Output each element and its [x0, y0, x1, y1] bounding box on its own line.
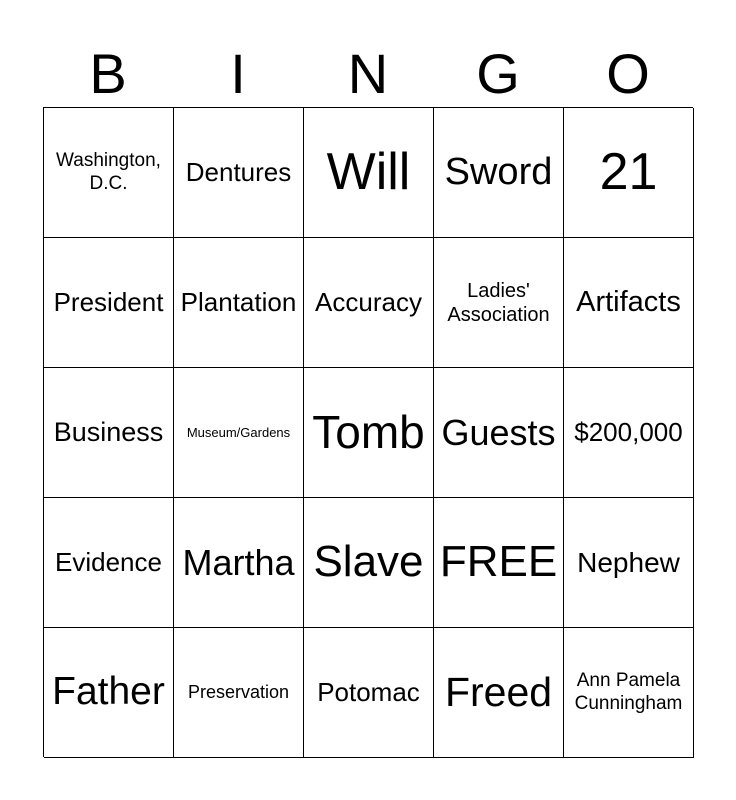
cell-text: Preservation [187, 681, 290, 702]
bingo-cell[interactable] [174, 628, 304, 758]
bingo-cell[interactable] [174, 238, 304, 368]
cell-text: Washington, D.C. [56, 149, 161, 194]
bingo-cell[interactable] [564, 238, 694, 368]
bingo-cell[interactable] [434, 108, 564, 238]
cell-text: $200,000 [574, 416, 683, 447]
cell-text: Martha [182, 541, 295, 583]
bingo-cell[interactable] [564, 628, 694, 758]
cell-text: Ann Pamela Cunningham [574, 669, 683, 714]
bingo-cell[interactable] [304, 108, 434, 238]
bingo-cell[interactable] [44, 628, 174, 758]
cell-text: Will [326, 143, 411, 202]
bingo-cell[interactable] [304, 238, 434, 368]
bingo-cell[interactable] [434, 238, 564, 368]
bingo-cell[interactable] [564, 108, 694, 238]
cell-text: Museum/Gardens [186, 424, 291, 440]
cell-text: Artifacts [576, 286, 681, 319]
cell-text: Freed [444, 668, 553, 715]
bingo-cell[interactable] [434, 368, 564, 498]
cell-text: FREE [439, 537, 558, 587]
cell-text: Plantation [180, 286, 297, 317]
bingo-cell[interactable] [434, 498, 564, 628]
cell-text: Potomac [317, 676, 420, 707]
bingo-cell[interactable] [434, 628, 564, 758]
cell-text: Guests [441, 411, 556, 453]
bingo-cell[interactable] [44, 368, 174, 498]
bingo-cell[interactable] [174, 498, 304, 628]
bingo-cell[interactable] [44, 498, 174, 628]
cell-text: President [53, 286, 164, 317]
cell-text: Tomb [312, 405, 425, 458]
bingo-cell[interactable] [44, 238, 174, 368]
cell-text: Slave [313, 537, 424, 587]
bingo-cell[interactable] [564, 368, 694, 498]
bingo-cell[interactable] [174, 368, 304, 498]
cell-text: Father [52, 670, 165, 714]
cell-text: Dentures [185, 156, 292, 187]
header-letter-n: N [347, 42, 389, 105]
bingo-cell[interactable] [44, 108, 174, 238]
bingo-board [43, 107, 693, 757]
cell-text: Accuracy [315, 286, 422, 317]
bingo-header [43, 40, 693, 108]
bingo-cell[interactable] [304, 628, 434, 758]
cell-text: Evidence [55, 546, 162, 577]
bingo-cell[interactable] [564, 498, 694, 628]
header-letter-g: G [476, 42, 520, 105]
cell-text: Sword [444, 150, 553, 193]
cell-text: Nephew [577, 546, 680, 578]
cell-text: Ladies' Association [447, 279, 550, 326]
header-letter-o: O [606, 42, 650, 105]
header-letter-b: B [89, 42, 127, 105]
bingo-cell[interactable] [174, 108, 304, 238]
cell-text: Business [53, 417, 164, 448]
header-letter-i: I [230, 42, 246, 105]
cell-text: 21 [599, 143, 658, 202]
bingo-cell[interactable] [304, 498, 434, 628]
bingo-cell[interactable] [304, 368, 434, 498]
